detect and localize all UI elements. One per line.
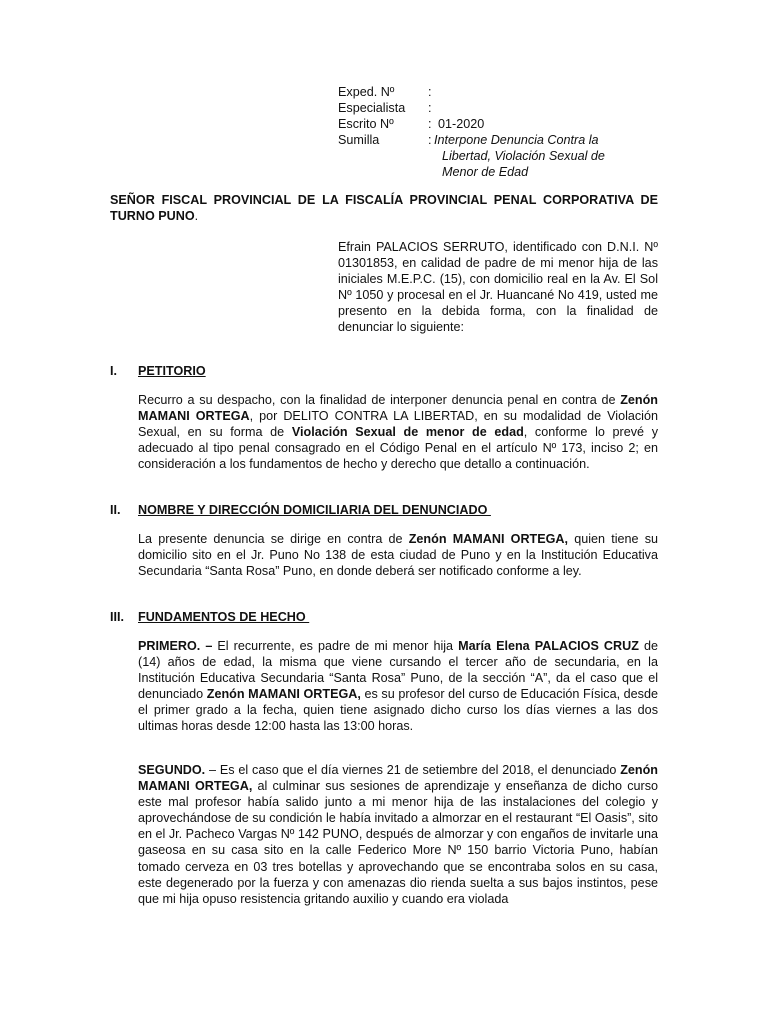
primero-daughter-name: María Elena PALACIOS CRUZ bbox=[458, 639, 639, 653]
escrito-value: 01-2020 bbox=[438, 117, 485, 132]
section-2-title: NOMBRE Y DIRECCIÓN DOMICILIARIA DEL DENUNCIADO bbox=[138, 503, 491, 517]
section-3-title: FUNDAMENTOS DE HECHO bbox=[138, 610, 310, 624]
denunciado-name: Zenón MAMANI ORTEGA, bbox=[408, 532, 569, 546]
sumilla-separator: : bbox=[428, 133, 432, 148]
sumilla-label: Sumilla bbox=[338, 133, 380, 148]
primero-text-2: de (14) años de edad, la misma que viene cursando el tercer año de secundaria, en la Institución Educativa Secundaria “Santa Rosa” Puno, de la sección “A”, da el caso que el denunciado bbox=[138, 639, 658, 702]
addressee-text: SEÑOR FISCAL PROVINCIAL DE LA FISCALÍA PROVINCIAL PENAL CORPORATIVA DE TURNO PUNO bbox=[110, 193, 658, 224]
petitorio-crime: Violación Sexual de menor de edad bbox=[291, 425, 524, 440]
petitorio-accused-name: Zenón MAMANI ORTEGA bbox=[138, 393, 658, 424]
exped-row bbox=[338, 84, 658, 100]
exped-label: Exped. Nº bbox=[338, 85, 395, 99]
segundo-accused-name: Zenón MAMANI ORTEGA, bbox=[138, 763, 658, 794]
primero-text-3: es su profesor del curso de Educación Física, desde el primer grado a la fecha, quien tiene asignado dicho curso los días viernes a las dos ultimas horas desde 12:00 hasta las 13:00 horas. bbox=[138, 687, 658, 734]
section-1-title: PETITORIO bbox=[138, 364, 206, 378]
segundo-label: SEGUNDO. bbox=[138, 763, 206, 777]
sumilla-row bbox=[338, 132, 658, 180]
intro-paragraph: Efrain PALACIOS SERRUTO, identificado con D.N.I. Nº 01301853, en calidad de padre de mi menor hija de las iniciales M.E.P.C. (15), con domicilio real en la Av. El Sol Nº 1050 y procesal en el Jr. Huancané No 419, usted me presento en la debida forma, con la finalidad de denunciar lo siguiente: bbox=[338, 240, 658, 335]
segundo-text-1: – Es el caso que el día viernes 21 de setiembre del 2018, el denunciado bbox=[205, 763, 621, 777]
section-1-number: I. bbox=[110, 364, 117, 378]
section-2-number: II. bbox=[110, 503, 121, 517]
denunciado-text-1: La presente denuncia se dirige en contra de bbox=[138, 532, 409, 546]
denunciado-text-2: quien tiene su domicilio sito en el Jr. Puno No 138 de esta ciudad de Puno y en la Institución Educativa Secundaria “Santa Rosa” Puno, en donde deberá ser notificado conforme a ley. bbox=[138, 532, 658, 579]
sumilla-line-3: Menor de Edad bbox=[442, 165, 529, 180]
primero-paragraph bbox=[138, 638, 658, 735]
primero-label: PRIMERO. – bbox=[138, 639, 213, 653]
escrito-row bbox=[338, 116, 658, 132]
addressee bbox=[110, 192, 658, 224]
especialista-label: Especialista bbox=[338, 101, 406, 116]
segundo-text-2: al culminar sus sesiones de aprendizaje y enseñanza de dicho curso este mal profesor había salido junto a mi menor hija de las instalaciones del colegio y aprovechándose de su condición le había invitado a almorzar en el restaurant “El Oasis”, sito en el Jr. Pacheco Vargas Nº 142 PUNO, después de almorzar y con engaños de invitarle una gaseosa en su casa sito en la calle Federico More Nº 150 barrio Victoria Puno, habían tomado cerveza en 03 tres botellas y aprovechando que se encontraba solos en su casa, este degenerado por la fuerza y con amenazas dio rienda suelta a sus bajos instintos, pese que mi hija opuso resistencia gritando auxilio y cuando era violada bbox=[138, 779, 658, 906]
especialista-value bbox=[438, 100, 658, 116]
primero-text-1: El recurrente, es padre de mi menor hija bbox=[212, 639, 459, 653]
exped-value bbox=[438, 84, 658, 100]
petitorio-text-1: Recurro a su despacho, con la finalidad de interponer denuncia penal en contra de bbox=[138, 393, 621, 407]
sumilla-line-2: Libertad, Violación Sexual de bbox=[442, 149, 605, 164]
exped-separator: : bbox=[428, 85, 432, 99]
section-3-heading bbox=[110, 609, 309, 625]
primero-accused-name: Zenón MAMANI ORTEGA, bbox=[206, 687, 361, 702]
petitorio-paragraph bbox=[138, 392, 658, 472]
petitorio-text-2: , por DELITO CONTRA LA LIBERTAD, en su modalidad de Violación Sexual, en su forma de bbox=[138, 409, 658, 440]
escrito-separator: : bbox=[428, 117, 432, 132]
addressee-end: . bbox=[194, 209, 199, 224]
section-3-number: III. bbox=[110, 610, 124, 624]
denunciado-paragraph bbox=[138, 531, 658, 579]
case-header bbox=[338, 84, 658, 181]
sumilla-line-1: Interpone Denuncia Contra la bbox=[434, 133, 599, 148]
especialista-row bbox=[338, 100, 658, 116]
escrito-label: Escrito Nº bbox=[338, 117, 394, 132]
section-2-heading bbox=[110, 502, 491, 518]
segundo-paragraph bbox=[138, 762, 658, 907]
petitorio-text-3: , conforme lo prevé y adecuado al tipo penal consagrado en el Código Penal en el artículo Nº 173, inciso 2; en consideración a los fundamentos de hecho y derecho que detallo a continuación. bbox=[138, 425, 659, 472]
section-1-heading bbox=[110, 363, 206, 379]
especialista-separator: : bbox=[428, 101, 432, 116]
sumilla-value bbox=[428, 132, 658, 180]
